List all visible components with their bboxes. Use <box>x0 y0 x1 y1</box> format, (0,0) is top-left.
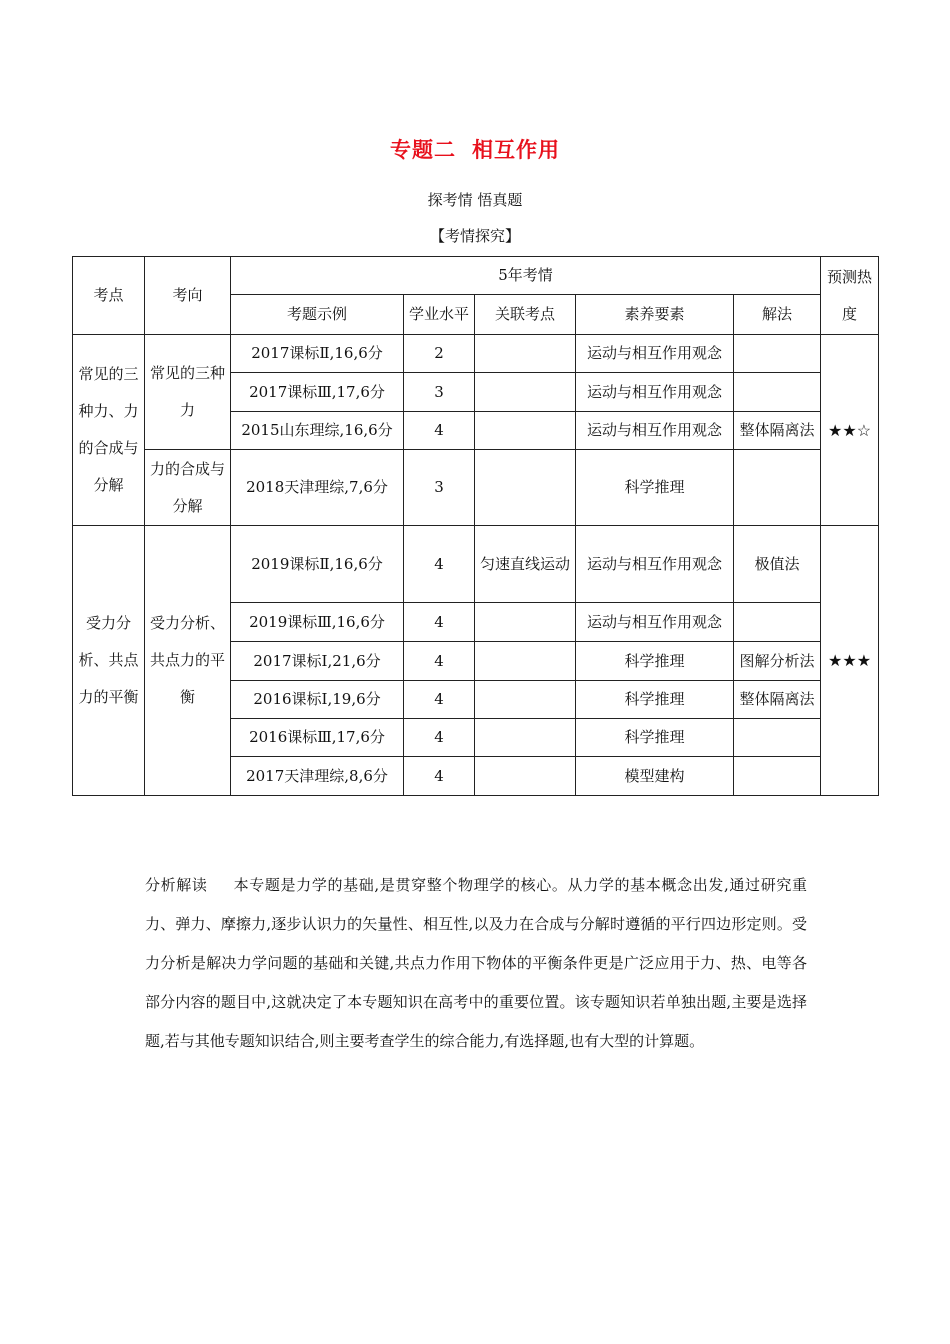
cell-method <box>734 719 821 757</box>
cell-literacy: 运动与相互作用观念 <box>576 526 734 603</box>
header-related: 关联考点 <box>475 295 576 335</box>
cell-related: 匀速直线运动 <box>475 526 576 603</box>
cell-related <box>475 719 576 757</box>
cell-example: 2019课标Ⅲ,16,6分 <box>231 603 404 642</box>
cell-related <box>475 412 576 450</box>
header-five-year: 5年考情 <box>231 257 821 295</box>
section-heading: 【考情探究】 <box>429 227 520 245</box>
header-kaodian: 考点 <box>73 257 145 335</box>
table-row <box>73 335 879 373</box>
analysis-label: 分析解读 <box>145 876 208 894</box>
cell-literacy: 运动与相互作用观念 <box>576 335 734 373</box>
cell-level: 4 <box>404 757 475 796</box>
cell-level: 3 <box>404 450 475 526</box>
cell-method <box>734 757 821 796</box>
cell-literacy: 运动与相互作用观念 <box>576 373 734 412</box>
cell-level: 4 <box>404 603 475 642</box>
cell-related <box>475 681 576 719</box>
cell-example: 2016课标Ⅰ,19,6分 <box>231 681 404 719</box>
cell-related <box>475 603 576 642</box>
cell-example: 2017课标Ⅲ,17,6分 <box>231 373 404 412</box>
cell-kaoxiang: 受力分析、共点力的平衡 <box>145 526 231 796</box>
header-kaoxiang: 考向 <box>145 257 231 335</box>
analysis-text: 本专题是力学的基础,是贯穿整个物理学的核心。从力学的基本概念出发,通过研究重力、弹力、摩擦力,逐步认识力的矢量性、相互性,以及力在合成与分解时遵循的平行四边形定则。受力分析是解决力学问题的基础和关键,共点力作用下物体的平衡条件更是广泛应用于力、热、电等各部分内容的题目中,这就决定了本专题知识在高考中的重要位置。该专题知识若单独出题,主要是选择题,若与其他专题知识结合,则主要考查学生的综合能力,有选择题,也有大型的计算题。 <box>145 876 807 1050</box>
cell-example: 2018天津理综,7,6分 <box>231 450 404 526</box>
title-part2: 相互作用 <box>472 138 560 162</box>
cell-related <box>475 642 576 681</box>
cell-example: 2017课标Ⅱ,16,6分 <box>231 335 404 373</box>
cell-kaodian: 受力分析、共点力的平衡 <box>73 526 145 796</box>
cell-heat-stars: ★★★ <box>821 526 879 796</box>
cell-example: 2017天津理综,8,6分 <box>231 757 404 796</box>
cell-example: 2019课标Ⅱ,16,6分 <box>231 526 404 603</box>
header-level: 学业水平 <box>404 295 475 335</box>
cell-method <box>734 603 821 642</box>
cell-literacy: 运动与相互作用观念 <box>576 412 734 450</box>
cell-example: 2015山东理综,16,6分 <box>231 412 404 450</box>
table-row <box>73 526 879 603</box>
cell-level: 4 <box>404 412 475 450</box>
cell-method <box>734 335 821 373</box>
header-heat: 预测热度 <box>821 257 879 335</box>
cell-example: 2016课标Ⅲ,17,6分 <box>231 719 404 757</box>
header-method: 解法 <box>734 295 821 335</box>
cell-method: 整体隔离法 <box>734 681 821 719</box>
cell-level: 4 <box>404 719 475 757</box>
cell-literacy: 运动与相互作用观念 <box>576 603 734 642</box>
exam-analysis-table <box>72 256 879 796</box>
header-literacy: 素养要素 <box>576 295 734 335</box>
cell-method: 整体隔离法 <box>734 412 821 450</box>
cell-kaoxiang: 力的合成与分解 <box>145 450 231 526</box>
cell-level: 3 <box>404 373 475 412</box>
cell-level: 2 <box>404 335 475 373</box>
cell-level: 4 <box>404 526 475 603</box>
page-subtitle: 探考情 悟真题 <box>427 191 523 209</box>
cell-method <box>734 373 821 412</box>
cell-related <box>475 373 576 412</box>
title-part1: 专题二 <box>390 138 456 162</box>
table-row <box>73 450 879 526</box>
cell-heat-stars: ★★☆ <box>821 335 879 526</box>
cell-method: 极值法 <box>734 526 821 603</box>
cell-literacy: 科学推理 <box>576 642 734 681</box>
cell-related <box>475 335 576 373</box>
cell-literacy: 模型建构 <box>576 757 734 796</box>
page-title <box>0 134 950 164</box>
cell-literacy: 科学推理 <box>576 681 734 719</box>
cell-method: 图解分析法 <box>734 642 821 681</box>
cell-example: 2017课标Ⅰ,21,6分 <box>231 642 404 681</box>
cell-level: 4 <box>404 681 475 719</box>
analysis-paragraph <box>145 866 807 1061</box>
cell-level: 4 <box>404 642 475 681</box>
cell-related <box>475 450 576 526</box>
cell-related <box>475 757 576 796</box>
cell-kaoxiang: 常见的三种力 <box>145 335 231 450</box>
cell-literacy: 科学推理 <box>576 450 734 526</box>
cell-literacy: 科学推理 <box>576 719 734 757</box>
cell-kaodian: 常见的三种力、力的合成与分解 <box>73 335 145 526</box>
header-example: 考题示例 <box>231 295 404 335</box>
cell-method <box>734 450 821 526</box>
